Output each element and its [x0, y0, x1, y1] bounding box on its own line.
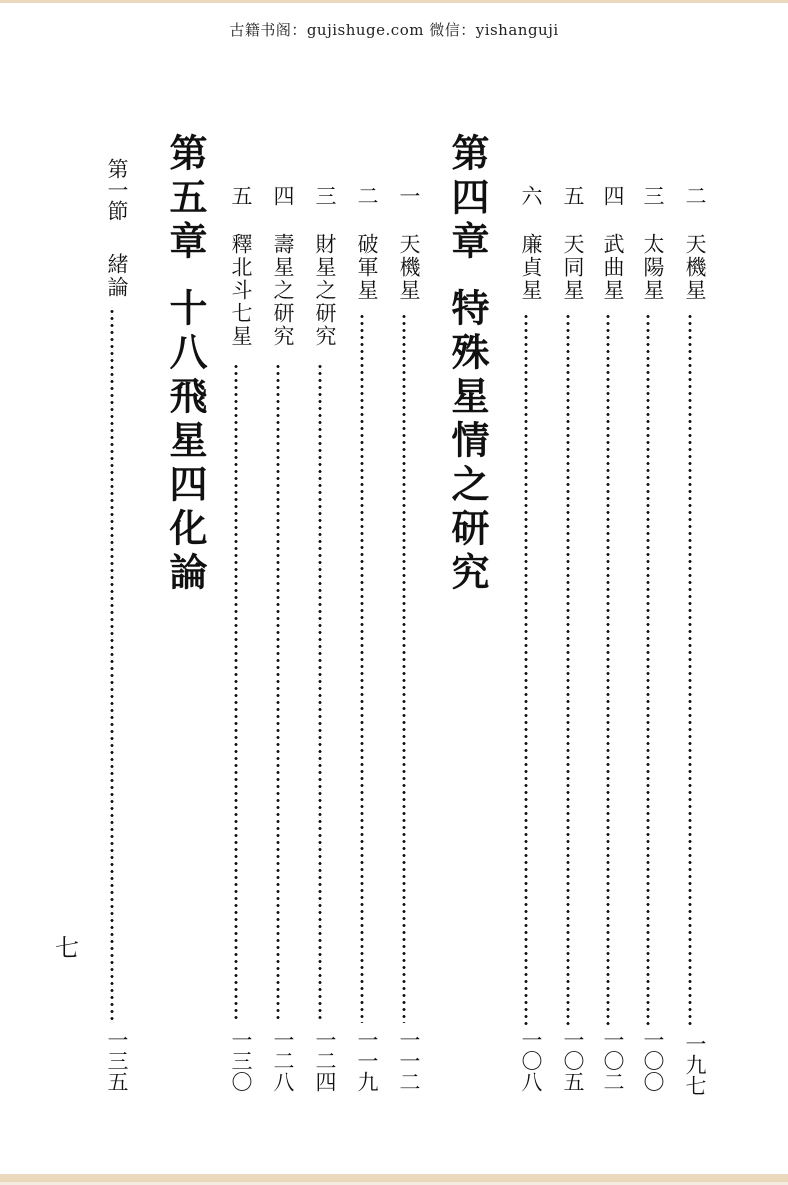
chapter-title: 特殊星情之研究	[445, 288, 489, 596]
toc-entry	[310, 3, 337, 1185]
toc-entry	[516, 3, 543, 1185]
entry-title: 壽星之研究	[271, 233, 295, 348]
entry-title: 廉貞星	[519, 233, 543, 302]
entry-title: 天機星	[683, 233, 707, 302]
toc-entry	[102, 3, 129, 1185]
entry-page: 一三五	[105, 1029, 129, 1092]
entry-page: 一〇二	[601, 1029, 625, 1092]
entry-title: 天同星	[561, 233, 585, 302]
entry-page: 一九七	[683, 1033, 707, 1096]
entry-page: 一一二	[397, 1029, 421, 1092]
entry-number: 三	[641, 185, 665, 206]
leader-dots	[360, 313, 364, 1023]
entry-page: 一〇五	[561, 1029, 585, 1092]
folio-page-number: 七	[55, 934, 79, 962]
leader-dots	[402, 313, 406, 1023]
entry-page: 一二四	[313, 1029, 337, 1092]
entry-title: 釋北斗七星	[229, 233, 253, 348]
leader-dots	[646, 313, 650, 1028]
leader-dots	[524, 313, 528, 1028]
entry-page: 一三〇	[229, 1029, 253, 1092]
entry-number: 四	[271, 185, 295, 206]
chapter-number: 第五章	[163, 133, 207, 265]
leader-dots	[688, 313, 692, 1028]
leader-dots	[318, 363, 322, 1023]
entry-number: 五	[561, 185, 585, 206]
toc-entry	[268, 3, 295, 1185]
chapter-number: 第四章	[445, 133, 489, 265]
toc-entry	[638, 3, 665, 1185]
toc-entry	[598, 3, 625, 1185]
toc-entry	[394, 3, 421, 1185]
entry-page: 一二八	[271, 1029, 295, 1092]
toc-entry	[352, 3, 379, 1185]
entry-page: 一〇八	[519, 1029, 543, 1092]
chapter-heading	[158, 3, 207, 1185]
entry-number: 六	[519, 185, 543, 206]
toc-entry	[680, 3, 707, 1185]
entry-number: 第一節	[105, 158, 129, 221]
watermark-text: 古籍书阁：gujishuge.com 微信：yishanguji	[229, 21, 559, 39]
entry-page: 一一九	[355, 1029, 379, 1092]
chapter-heading	[440, 3, 489, 1185]
leader-dots	[110, 308, 114, 1023]
entry-number: 三	[313, 185, 337, 206]
entry-title: 財星之研究	[313, 233, 337, 348]
entry-title: 太陽星	[641, 233, 665, 302]
chapter-title: 十八飛星四化論	[163, 288, 207, 596]
entry-title: 緒論	[105, 253, 129, 299]
entry-page: 一〇〇	[641, 1029, 665, 1092]
entry-number: 五	[229, 185, 253, 206]
entry-number: 四	[601, 185, 625, 206]
entry-number: 一	[397, 185, 421, 206]
entry-number: 二	[355, 185, 379, 206]
toc-entry	[226, 3, 253, 1185]
entry-title: 武曲星	[601, 233, 625, 302]
leader-dots	[606, 313, 610, 1028]
entry-title: 天機星	[397, 233, 421, 302]
leader-dots	[276, 363, 280, 1023]
toc-entry	[558, 3, 585, 1185]
leader-dots	[566, 313, 570, 1028]
leader-dots	[234, 363, 238, 1023]
entry-number: 二	[683, 185, 707, 206]
entry-title: 破軍星	[355, 233, 379, 302]
